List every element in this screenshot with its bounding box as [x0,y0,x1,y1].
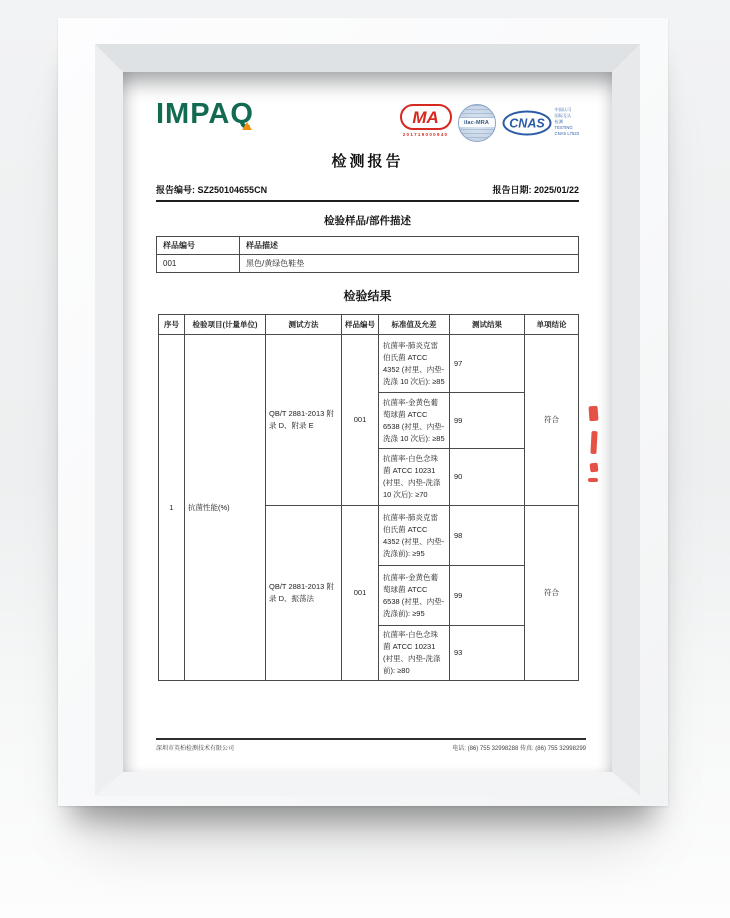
svg-text:CNAS: CNAS [508,116,545,131]
col-seq: 序号 [159,315,185,335]
item-name-cell: 抗菌性能(%) [185,335,266,681]
report-number-value: SZ250104655CN [197,185,268,195]
result-cell: 99 [450,393,525,449]
cnas-side-line: 检测 [554,119,563,125]
result-cell: 97 [450,335,525,393]
report-number-label: 报告编号: [156,185,195,195]
sample-table-header-row [157,237,579,255]
sample-table-row [157,255,579,273]
cma-number: 201719000940 [402,132,449,137]
cma-logo-icon [400,104,452,130]
standard-cell: 抗菌率-肺炎克雷伯氏菌 ATCC 4352 (衬里、内垫-洗涤 10 次后): ≥85 [379,335,450,393]
results-section-title: 检验结果 [343,289,392,303]
col-method: 测试方法 [266,315,342,335]
sample-no-cell: 001 [342,506,379,681]
standard-cell: 抗菌率-金黄色葡萄球菌 ATCC 6538 (衬里、内垫-洗涤前): ≥95 [379,566,450,626]
seal-mark [590,463,599,473]
accreditation-marks [400,104,579,142]
seal-mark [590,431,597,454]
brand-triangle-icon [242,122,252,130]
conclusion-cell: 符合 [525,335,579,506]
sample-desc-header: 样品描述 [240,237,579,255]
result-row [159,335,579,393]
report-date-label: 报告日期: [492,185,532,195]
seal-mark [588,406,598,422]
col-standard: 标准值及允差 [379,315,450,335]
cnas-side-line: CNAS L7523 [554,131,579,137]
company-name: 深圳市英柏检测技术有限公司 [156,746,235,752]
results-header-row [159,315,579,335]
standard-cell: 抗菌率-白色念珠菌 ATCC 10231 (衬里、内垫-洗涤 10 次后): ≥70 [379,449,450,506]
footer-divider [156,738,586,740]
report-number [156,183,267,196]
sample-desc-cell: 黑色/黄绿色鞋垫 [240,255,579,273]
report-date [492,183,579,196]
standard-cell: 抗菌率-肺炎克雷伯氏菌 ATCC 4352 (衬里、内垫-洗涤前): ≥95 [379,506,450,566]
sample-no-cell: 001 [342,335,379,506]
cma-letters: MA [412,107,439,127]
result-cell: 93 [450,626,525,681]
sample-table [156,236,579,273]
report-header [156,96,579,142]
seal-mark [588,478,598,482]
sample-no-header: 样品编号 [157,237,240,255]
col-item: 检验项目(计量单位) [185,315,266,335]
sample-section-title: 检验样品/部件描述 [324,215,411,227]
result-cell: 99 [450,566,525,626]
col-sample: 样品编号 [342,315,379,335]
report-title: 检测报告 [331,153,404,170]
results-table [158,314,579,681]
method-cell: QB/T 2881-2013 附录 D、振荡法 [266,506,342,681]
header-divider [156,200,579,202]
ilac-label: ilac-MRA [463,119,490,126]
col-result: 测试结果 [450,315,525,335]
ilac-mra-logo-icon [458,104,496,142]
cnas-side-line: 中国认可 [554,107,572,112]
contact-info: 电话: (86) 755 32998288 传真: (86) 755 32998299 [452,746,586,752]
standard-cell: 抗菌率-白色念珠菌 ATCC 10231 (衬里、内垫-洗涤前): ≥80 [379,626,450,681]
red-seal-fragment [586,406,602,526]
brand-text: IMPAQ [156,98,254,130]
cnas-mark [502,104,579,138]
cma-mark [400,104,452,137]
cnas-side-line: 国际互认 [554,113,572,119]
report-date-value: 2025/01/22 [533,185,579,195]
standard-cell: 抗菌率-金黄色葡萄球菌 ATCC 6538 (衬里、内垫-洗涤 10 次后): ≥85 [379,393,450,449]
report-meta [156,183,579,196]
col-conclusion: 单项结论 [525,315,579,335]
report-footer [156,738,586,752]
ilac-band [459,118,495,127]
method-cell: QB/T 2881-2013 附录 D、附录 E [266,335,342,506]
item-no-cell: 1 [159,335,185,681]
result-cell: 98 [450,506,525,566]
cnas-logo-icon [502,108,552,138]
cnas-side-text [555,107,579,136]
report-document [123,72,612,772]
cnas-side-line: TESTING [554,125,573,131]
sample-no-cell: 001 [157,255,240,273]
conclusion-cell: 符合 [525,506,579,681]
result-cell: 90 [450,449,525,506]
impaq-logo [156,96,254,129]
